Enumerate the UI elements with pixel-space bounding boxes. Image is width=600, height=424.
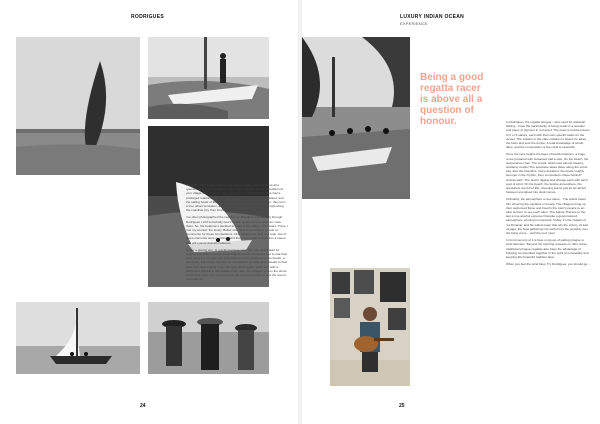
left-body-column [186,183,288,284]
photo-villagers-crowd [302,37,410,199]
right-paragraph-1: In Rodrigues, the regatta pirogue – also used for artisanal fishing – have the particularity of being made in a wooden and plane of pigment in red wood. The mast is reduced down to 5 or 6 sailors, each with their own specific tasks for the vessel. The captain or the cake captain on board: he takes the helm and sets the tempo. A total knowledge of winds, tides, and the composition of the coral is essential. [506,120,590,150]
right-body-column [506,120,590,270]
left-paragraph-3: Under a glaring sun, at quickly became clear the race would start for another few hours, so that small islands people and those feet to ride their boat. Now it is our turn, the preparations of the pirogues on the beach, a spectacle. This is the moment for competitors to make final tweaks to their sails and other rigging. Then the race starts again: early, and with a WHALE-A SHALE in the middle of the race, the villagers yell on the shore at the blue seas. The current is just the smell of freshness and the sound of emotions. [186,247,288,282]
left-paragraph-2: I've often photographed the regattas on Mauritius and passing through Rodrigues I told somebody how I'd been spellbound as soon as I saw them. So, the boatman I decided to head to the village of Graviers. There I met my contact: the lovely 'Bullet' who sent us a crowd of people of Commerce for these competitions. First attached to sails to a boat, two of these elements were combined and they knew what to build into a canoe that will ensure that all creatures. [186,215,288,245]
pull-quote: Being a good regatta racer is above all a question of honour. [420,72,484,127]
right-folio: 25 [399,403,405,409]
right-paragraph-3: Ordinarily, the atmosphere a new wave... The artists travel him cheering the captains on board. The villagers bring up their welcomed flame and travel's the town's people to an altar at them to see each other. The Sainte Therese to the last a true alcohol expense! Despite a good-natured atmosphere, winning is important. Today, it's the captain of 'La Dimanie' and his sailors team that win the victory. At sad voyage, the boat gathering cup well prior's the possibly over the hang cross... until the next race! [506,197,588,236]
right-running-header [400,14,464,26]
photo-leaf-sail-boat [16,37,140,175]
left-paragraph-1: For those fond of the coast, being a good regatta racer is about all a question of honour. Not just for your team, but also for the reputation of your village and relatives. The generations of Rodriguans have had a privileged relationship with the sea since the founding of the island, and the sailing boats of the island keep part of that DNA. Moreover, they form a true urban sensation, and certain pirogue boats are known right along the coastline (Cy from Cotheau Pirogues La Diamante ...). [186,183,286,213]
photo-musician-guitar [330,268,410,386]
header-title: LUXURY INDIAN OCEAN [400,14,465,20]
header-subtitle: EXPERIENCE [400,21,428,26]
right-paragraph-5: When you feel the wind blow, Try Rodrigues, you should go... [506,262,590,267]
right-paragraph-4: In fond memory of it is hate on group of sailing pirogue or wind direction. Beyond the sporting prowess on offer, these traditional pirogue regattas also have the advantage of bringing communities together in the spirit of conviviality and keeping this beautiful tradition alive. [506,238,589,260]
right-paragraph-2: Once the race begins the layer of transformations: a huge cross prepared with sustained trail a sole. On the beach, the temperature rises. The crowd, which was almost dreamy, suddenly erupts! The spectacle takes place along the entire bay, also the downfine. Once departed, the boats roughly stronger in the rhythm; then competitors chase behind? Actual catch. The boat's rigging and change each with each gust of wind. On the beach, the festive atmosphere, the spectators are full of lifts, cheering teams just as we all felt between energised into dusk comes. [506,152,589,195]
photo-small-sailboat-crew [16,302,140,374]
left-running-header: RODRIGUES [131,14,164,20]
photo-spectators-hats [148,302,269,374]
right-page [186,0,600,424]
left-folio: 24 [140,403,146,409]
photo-man-on-pirogue [148,37,269,119]
